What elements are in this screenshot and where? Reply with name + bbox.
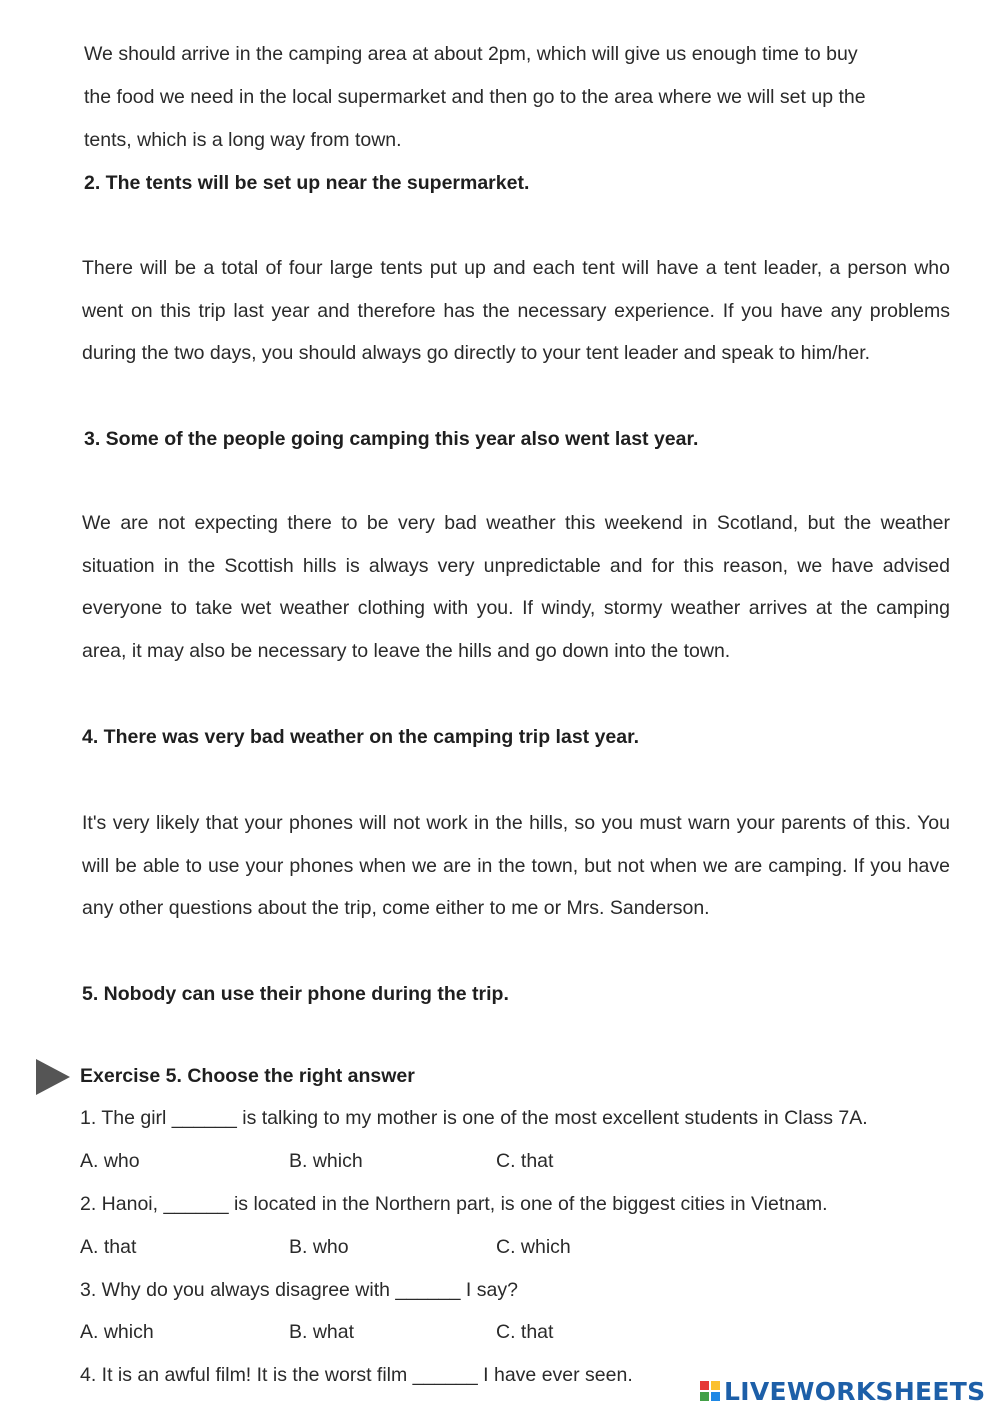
question-2: 2. Hanoi, ______ is located in the Northern part, is one of the biggest cities in Vietnam. [80,1193,828,1215]
liveworksheets-logo[interactable] [700,1376,985,1406]
exercise-title: Exercise 5. Choose the right answer [80,1065,415,1087]
logo-square-3 [700,1392,709,1401]
paragraph-weather: We are not expecting there to be very bad weather this weekend in Scotland, but the weather situation in the Scottish hills is always very unpredictable and for this reason, we have advised everyone to take wet weather clothing with you. If windy, stormy weather arrives at the camping area, it may also be necessary to leave the hills and go down into the town. [82,512,950,663]
question-1: 1. The girl ______ is talking to my mother is one of the most excellent students in Class 7A. [80,1107,868,1129]
statement-5: 5. Nobody can use their phone during the trip. [82,983,509,1005]
question-3: 3. Why do you always disagree with ______ I say? [80,1279,518,1301]
q2-option-a[interactable]: A. that [80,1236,137,1258]
q2-option-b[interactable]: B. who [289,1236,349,1258]
q1-option-c[interactable]: C. that [496,1150,554,1172]
logo-square-2 [711,1381,720,1390]
intro-line-1: We should arrive in the camping area at about 2pm, which will give us enough time to buy [84,43,858,65]
brand-name: LIVEWORKSHEETS [724,1376,986,1406]
q3-option-a[interactable]: A. which [80,1321,154,1343]
statement-2: 2. The tents will be set up near the supermarket. [84,172,530,194]
statement-4: 4. There was very bad weather on the camping trip last year. [82,726,640,748]
paragraph-tents: There will be a total of four large tents put up and each tent will have a tent leader, a person who went on this trip last year and therefore has the necessary experience. If you have any problems during the two days, you should always go directly to your tent leader and speak to him/her. [82,257,950,365]
play-arrow-icon [36,1059,70,1095]
paragraph-phones: It's very likely that your phones will not work in the hills, so you must warn your parents of this. You will be able to use your phones when we are in the town, but not when we are camping. If you have any other questions about the trip, come either to me or Mrs. Sanderson. [82,812,950,920]
logo-square-4 [711,1392,720,1401]
q1-option-a[interactable]: A. who [80,1150,140,1172]
statement-3: 3. Some of the people going camping this year also went last year. [84,428,699,450]
q1-option-b[interactable]: B. which [289,1150,363,1172]
intro-line-2: the food we need in the local supermarket and then go to the area where we will set up the [84,86,866,108]
q2-option-c[interactable]: C. which [496,1236,571,1258]
question-4: 4. It is an awful film! It is the worst film ______ I have ever seen. [80,1364,633,1386]
brand-logo-icon [700,1381,720,1401]
q3-option-c[interactable]: C. that [496,1321,554,1343]
intro-line-3: tents, which is a long way from town. [84,129,402,151]
logo-square-1 [700,1381,709,1390]
q3-option-b[interactable]: B. what [289,1321,355,1343]
